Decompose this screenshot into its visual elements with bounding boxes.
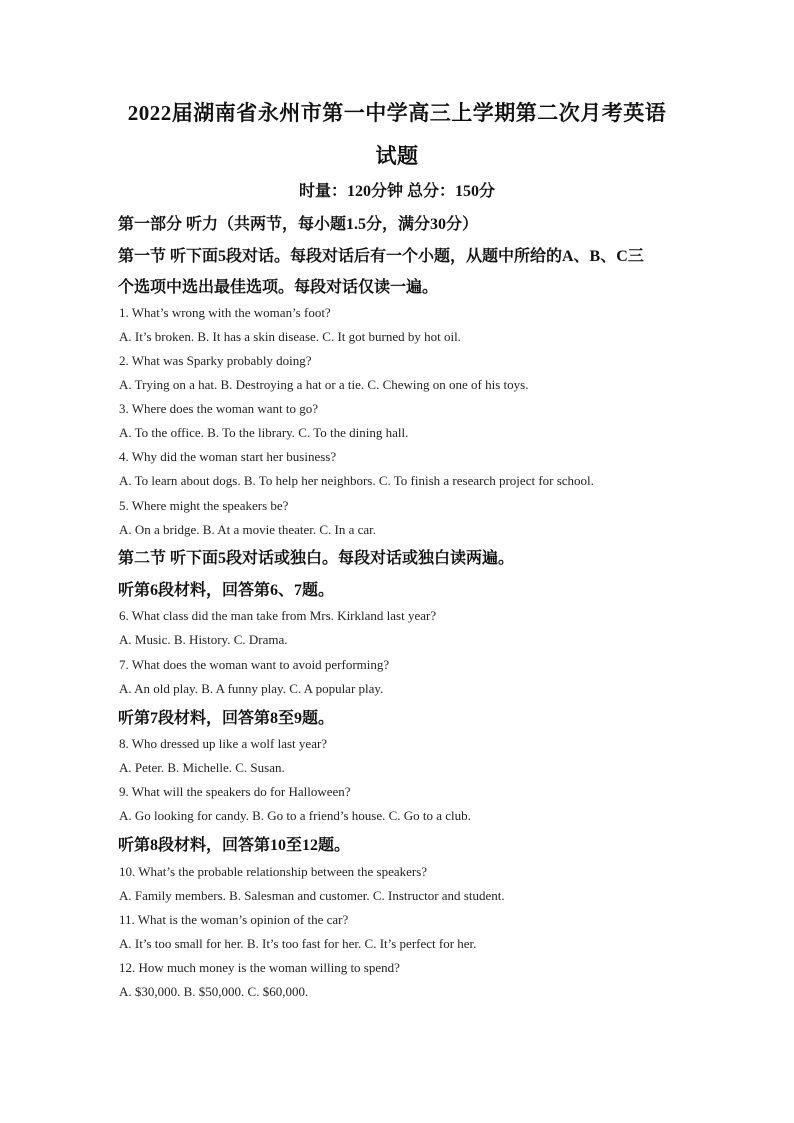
question-options: A. To the office. B. To the library. C. To the dining hall. bbox=[119, 425, 409, 440]
question-options: A. It’s broken. B. It has a skin disease. C. It got burned by hot oil. bbox=[119, 329, 461, 344]
question-text: 8. Who dressed up like a wolf last year? bbox=[119, 736, 328, 751]
question-text: 10. What’s the probable relationship between the speakers? bbox=[119, 864, 428, 879]
question-options: A. To learn about dogs. B. To help her neighbors. C. To finish a research project for school. bbox=[119, 473, 594, 488]
question-options: A. It’s too small for her. B. It’s too fast for her. C. It’s perfect for her. bbox=[119, 936, 477, 951]
material8-heading: 听第8段材料，回答第10至12题。 bbox=[118, 837, 351, 854]
material7-heading: 听第7段材料，回答第8至9题。 bbox=[118, 710, 335, 727]
question-options: A. An old play. B. A funny play. C. A popular play. bbox=[119, 681, 384, 696]
question-options: A. $30,000. B. $50,000. C. $60,000. bbox=[119, 984, 309, 999]
part1-heading: 第一部分 听力（共两节，每小题1.5分，满分30分） bbox=[118, 216, 479, 233]
section1-heading: 第一节 听下面5段对话。每段对话后有一个小题，从题中所给的A、B、C三 bbox=[118, 248, 644, 265]
question-options: A. Peter. B. Michelle. C. Susan. bbox=[119, 760, 285, 775]
question-text: 4. Why did the woman start her business? bbox=[119, 449, 337, 464]
question-options: A. Go looking for candy. B. Go to a friend’s house. C. Go to a club. bbox=[119, 808, 471, 823]
question-text: 3. Where does the woman want to go? bbox=[119, 401, 319, 416]
question-options: A. Family members. B. Salesman and customer. C. Instructor and student. bbox=[119, 888, 505, 903]
question-text: 9. What will the speakers do for Halloween? bbox=[119, 784, 351, 799]
section2-heading: 第二节 听下面5段对话或独白。每段对话或独白读两遍。 bbox=[118, 550, 515, 567]
question-text: 7. What does the woman want to avoid performing? bbox=[119, 657, 390, 672]
section1-heading-cont: 个选项中选出最佳选项。每段对话仅读一遍。 bbox=[118, 279, 439, 296]
time-score-info: 时量：120分钟 总分：150分 bbox=[298, 183, 495, 200]
question-options: A. Music. B. History. C. Drama. bbox=[119, 632, 288, 647]
question-text: 6. What class did the man take from Mrs. Kirkland last year? bbox=[119, 608, 437, 623]
question-text: 11. What is the woman’s opinion of the car? bbox=[119, 912, 349, 927]
question-text: 2. What was Sparky probably doing? bbox=[119, 353, 312, 368]
question-text: 12. How much money is the woman willing to spend? bbox=[119, 960, 400, 975]
question-options: A. Trying on a hat. B. Destroying a hat or a tie. C. Chewing on one of his toys. bbox=[119, 377, 529, 392]
material6-heading: 听第6段材料，回答第6、7题。 bbox=[118, 582, 335, 599]
question-options: A. On a bridge. B. At a movie theater. C. In a car. bbox=[119, 522, 377, 537]
question-text: 1. What’s wrong with the woman’s foot? bbox=[119, 305, 331, 320]
exam-title-cont: 试题 bbox=[375, 144, 419, 168]
exam-title: 2022届湖南省永州市第一中学高三上学期第二次月考英语 bbox=[127, 101, 667, 125]
question-text: 5. Where might the speakers be? bbox=[119, 498, 289, 513]
